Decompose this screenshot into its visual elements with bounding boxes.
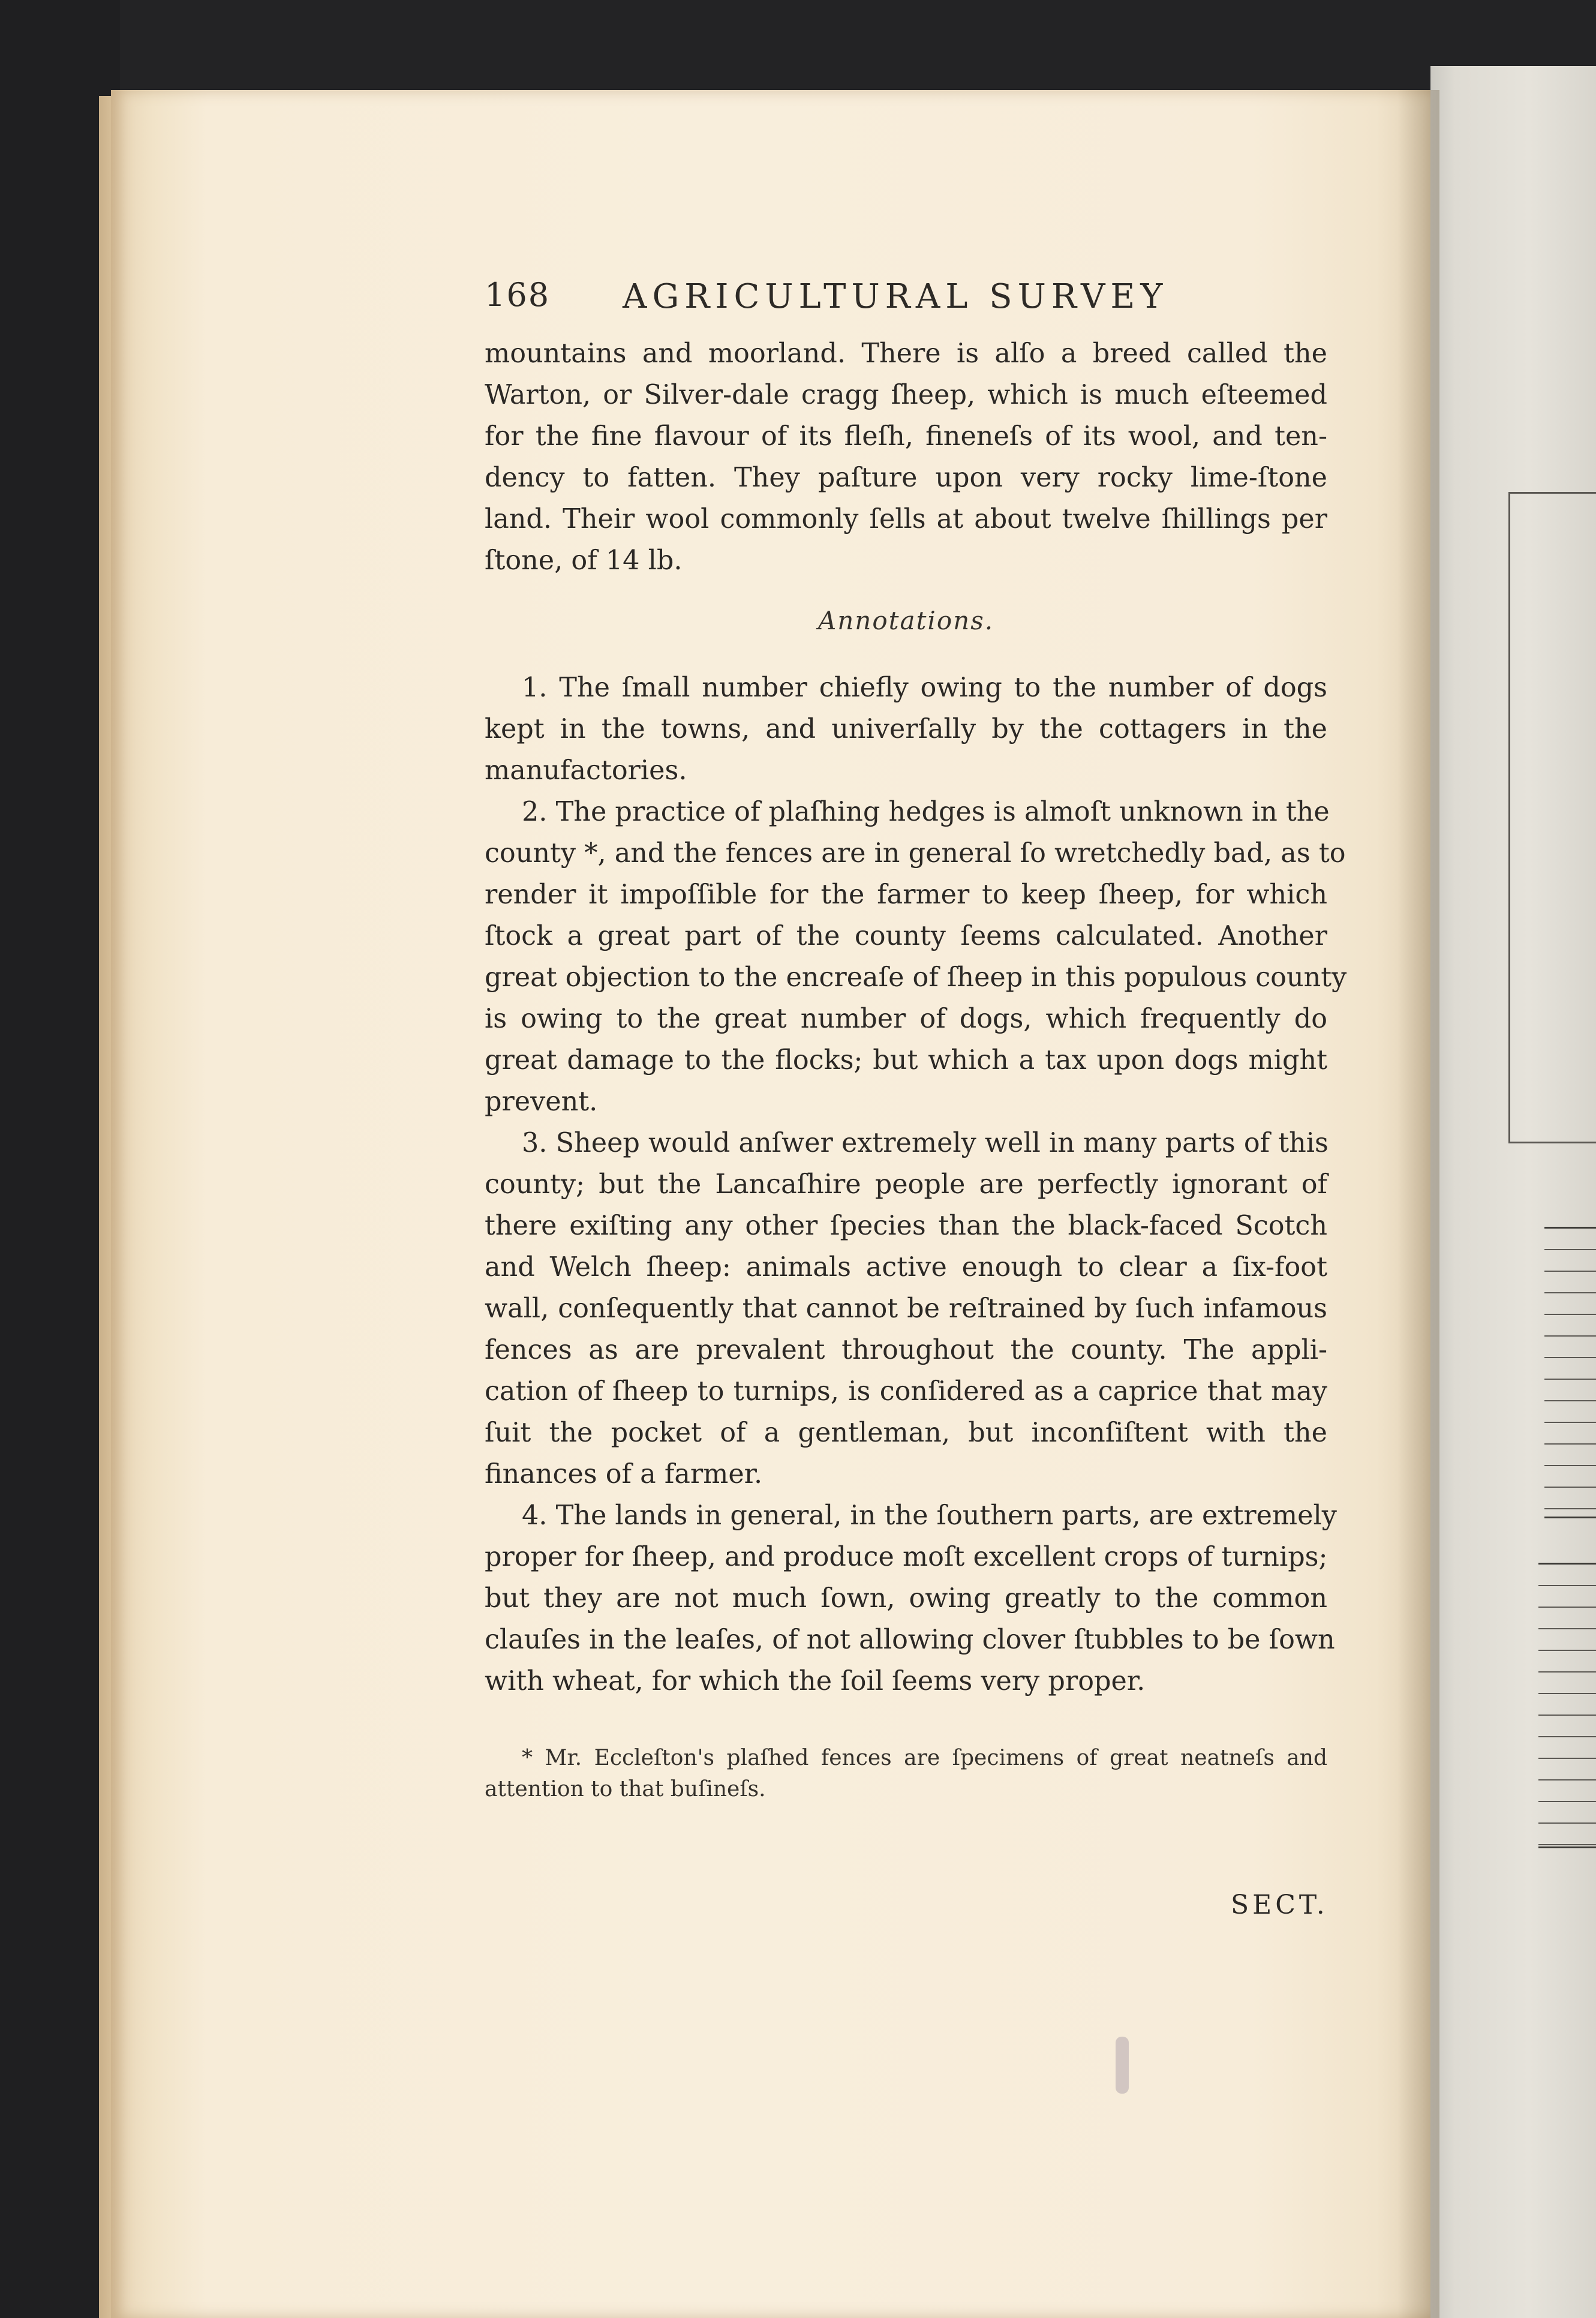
annotation-line: finances of a farmer.	[485, 1459, 763, 1490]
facing-page-table-lower	[1538, 1563, 1596, 1848]
annotation-line: render it impoſſible for the farmer to keep ſheep, for which	[485, 879, 1327, 910]
annotation-line: clauſes in the leaſes, of not allowing clover ſtubbles to be ſown	[485, 1625, 1335, 1655]
annotation-line: ſtock a great part of the county ſeems calculated. Another	[485, 921, 1327, 951]
annotation-line: manufactories.	[485, 755, 687, 786]
annotation-line: but they are not much ſown, owing greatly to the common	[485, 1583, 1327, 1614]
page-number: 168	[485, 276, 551, 314]
catchword: SECT.	[1231, 1890, 1329, 1920]
annotation-line: there exiſting any other ſpecies than the black-faced Scotch	[485, 1211, 1327, 1241]
annotation-line: great damage to the flocks; but which a tax upon dogs might	[485, 1045, 1327, 1076]
annotation-line: cation of ſheep to turnips, is conſidered as a caprice that may	[485, 1376, 1327, 1407]
annotation-line: 4. The lands in general, in the ſouthern parts, are extremely	[522, 1500, 1337, 1531]
body-line: dency to fatten. They paſture upon very rocky lime-ſtone	[485, 463, 1327, 493]
annotation-line: prevent.	[485, 1086, 598, 1117]
facing-page	[1430, 66, 1596, 2318]
annotation-line: county *, and the fences are in general ſo wretchedly bad, as to	[485, 838, 1346, 869]
annotation-line: fences as are prevalent throughout the county. The appli-	[485, 1335, 1327, 1365]
annotations-heading: Annotations.	[817, 606, 994, 635]
annotation-line: county; but the Lancaſhire people are perfectly ignorant of	[485, 1169, 1327, 1200]
annotation-line: 2. The practice of plaſhing hedges is almoſt unknown in the	[522, 797, 1330, 827]
body-line: for the fine flavour of its fleſh, fineneſs of its wool, and ten-	[485, 421, 1327, 452]
body-line: ſtone, of 14 lb.	[485, 545, 683, 576]
annotation-line: ſuit the pocket of a gentleman, but inconſiſtent with the	[485, 1418, 1327, 1448]
page-stain	[1116, 2037, 1129, 2094]
annotation-line: with wheat, for which the ſoil ſeems very proper.	[485, 1666, 1146, 1697]
annotations-list	[485, 667, 1347, 1702]
annotation-2	[485, 791, 1347, 1122]
body-paragraph	[485, 333, 1327, 581]
facing-page-table-upper	[1544, 1227, 1596, 1518]
body-line: Warton, or Silver-dale cragg ſheep, which is much eſteemed	[485, 380, 1327, 410]
annotation-4	[485, 1495, 1337, 1702]
annotation-3	[485, 1122, 1327, 1495]
annotation-line: 1. The ſmall number chiefly owing to the number of dogs	[522, 672, 1327, 703]
page-header	[485, 276, 1336, 324]
annotation-line: wall, conſequently that cannot be reſtrained by ſuch infamous	[485, 1293, 1327, 1324]
annotation-line: proper for ſheep, and produce moſt excellent crops of turnips;	[485, 1542, 1328, 1572]
page-gutter-shadow	[1397, 90, 1439, 2318]
footnote-line: * Mr. Eccleſton's plaſhed fences are ſpecimens of great neatneſs and	[522, 1746, 1327, 1770]
facing-page-plate	[1508, 492, 1596, 1143]
annotation-line: is owing to the great number of dogs, which frequently do	[485, 1004, 1327, 1034]
annotation-line: and Welch ſheep: animals active enough to clear a ſix-foot	[485, 1252, 1327, 1283]
running-title: AGRICULTURAL SURVEY	[623, 277, 1168, 316]
annotation-line: great objection to the encreaſe of ſheep in this populous county	[485, 962, 1347, 993]
annotation-1	[485, 667, 1327, 791]
annotation-line: kept in the towns, and univerſally by the cottagers in the	[485, 714, 1327, 744]
body-line: land. Their wool commonly ſells at about twelve ſhillings per	[485, 504, 1327, 535]
body-line: mountains and moorland. There is alſo a breed called the	[485, 338, 1327, 369]
annotation-line: 3. Sheep would anſwer extremely well in many parts of this	[522, 1128, 1329, 1158]
footnote-line: attention to that buſineſs.	[485, 1777, 766, 1801]
footnote	[485, 1743, 1327, 1805]
